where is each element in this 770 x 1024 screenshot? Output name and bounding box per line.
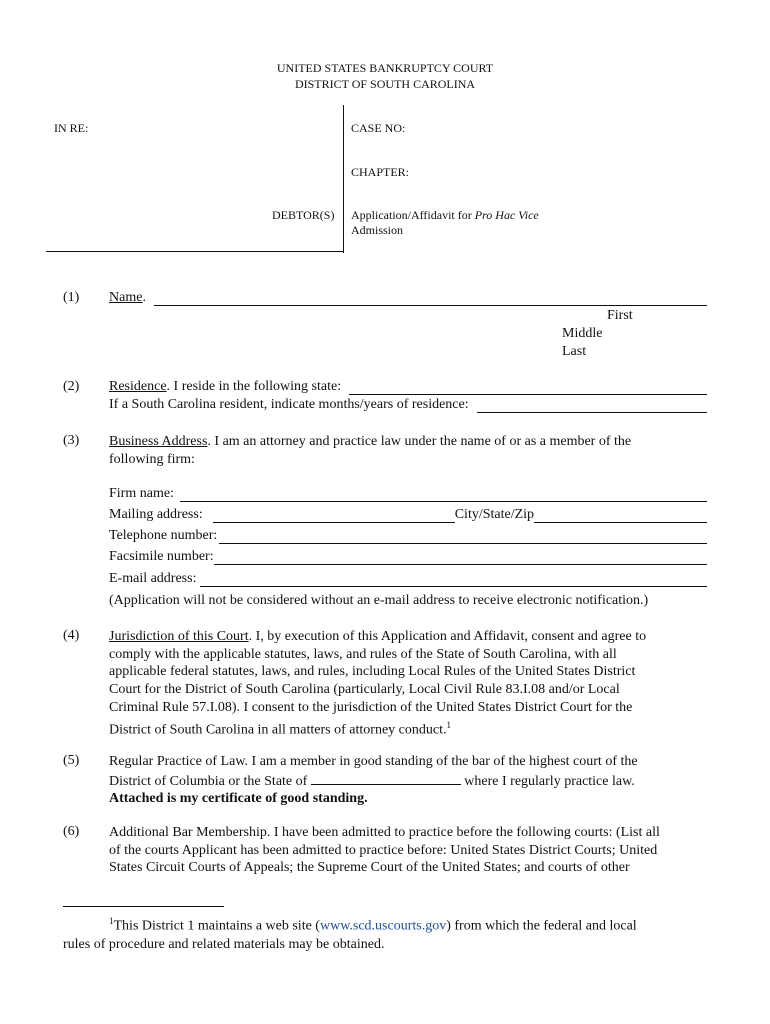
good-standing-statement: Attached is my certificate of good standing. xyxy=(109,791,368,807)
footnote-separator xyxy=(63,906,224,907)
item-number-2: (2) xyxy=(63,379,80,394)
residence-state-field[interactable] xyxy=(349,381,707,395)
practice-state-field[interactable] xyxy=(311,771,461,785)
telephone-field[interactable] xyxy=(219,530,707,544)
telephone-label: Telephone number: xyxy=(109,528,218,543)
residence-row: Residence . I reside in the following state: xyxy=(109,379,707,395)
residence-duration-field[interactable] xyxy=(477,399,707,413)
name-last-label: Last xyxy=(562,344,587,359)
business-address-label: Business Address xyxy=(109,434,208,449)
facsimile-field[interactable] xyxy=(214,551,707,565)
city-state-zip-field[interactable] xyxy=(534,509,707,523)
document-title: Application/Affidavit for Pro Hac Vice Admission xyxy=(351,208,539,237)
bar-membership-text: Additional Bar Membership. I have been admitted to practice before the following courts: (List all of the courts Applicant has been admitted to practice before: United States District Courts; United States Circuit Courts of Appeals; the Supreme Court of the United States; and courts of other xyxy=(109,825,660,876)
district-name: DISTRICT OF SOUTH CAROLINA xyxy=(294,77,476,91)
item-number-4: (4) xyxy=(63,628,80,643)
mailing-address-label: Mailing address: xyxy=(109,507,203,522)
email-note: (Application will not be considered without an e-mail address to receive electronic notification.) xyxy=(109,593,649,608)
case-no-label: CASE NO: xyxy=(351,121,406,135)
caption-bottom-rule xyxy=(46,251,344,252)
facsimile-row xyxy=(109,549,707,565)
item-number-5: (5) xyxy=(63,753,80,768)
facsimile-label: Facsimile number: xyxy=(109,549,214,564)
firm-name-row xyxy=(109,486,707,502)
name-first-label: First xyxy=(607,308,633,323)
email-label: E-mail address: xyxy=(109,571,197,586)
firm-name-label: Firm name: xyxy=(109,486,174,501)
item-number-1: (1) xyxy=(63,290,80,305)
firm-name-field[interactable] xyxy=(180,488,707,502)
footnote-reference: 1 xyxy=(446,719,451,730)
jurisdiction-label: Jurisdiction of this Court xyxy=(109,629,249,644)
debtors-label: DEBTOR(S) xyxy=(272,208,335,222)
email-row xyxy=(109,571,707,587)
residence-label: Residence xyxy=(109,379,167,394)
mailing-address-row xyxy=(109,507,707,523)
caption-vertical-rule xyxy=(343,105,344,253)
residence-sc-row xyxy=(109,397,707,413)
city-state-zip-label: City/State/Zip xyxy=(454,507,535,522)
jurisdiction-text: Jurisdiction of this Court. I, by execution of this Application and Affidavit, consent and agree to comply with the applicable statutes, laws, and rules of the State of South Carolina, with all applicable federal statutes, laws, and rules, including Local Rules of the United States District Court for the District of South Carolina (particularly, Local Civil Rule 83.I.08 and/or Local Criminal Rule 57.I.08). I consent to the jurisdiction of the United States District Court for the District of South Carolina in all matters of attorney conduct.$^1$ xyxy=(109,629,647,738)
name-middle-label: Middle xyxy=(562,326,603,341)
business-address-text: Business Address. I am an attorney and practice law under the name of or as a member of the following firm: xyxy=(109,434,632,467)
in-re-label: IN RE: xyxy=(54,121,89,135)
telephone-row xyxy=(109,528,707,544)
name-row: Name . xyxy=(109,290,707,306)
court-name: UNITED STATES BANKRUPTCY COURT xyxy=(276,61,494,75)
name-field[interactable] xyxy=(154,292,707,306)
residence-sc-label: If a South Carolina resident, indicate months/years of residence: xyxy=(109,397,469,412)
item-number-6: (6) xyxy=(63,824,80,839)
footnote: $^1$This District 1 maintains a web site (www.scd.uscourts.gov) from which the federal and local rules of procedure and related materials may be obtained. xyxy=(63,916,637,952)
name-label: Name xyxy=(109,290,143,305)
mailing-address-field[interactable] xyxy=(213,509,455,523)
chapter-label: CHAPTER: xyxy=(351,165,410,179)
item-number-3: (3) xyxy=(63,433,80,448)
email-field[interactable] xyxy=(200,573,707,587)
footnote-mark: 1 xyxy=(109,916,114,926)
court-website-link[interactable]: www.scd.uscourts.gov xyxy=(319,918,447,934)
regular-practice-text: Regular Practice of Law. I am a member in good standing of the bar of the highest court of the District of Columbia or the State of where I regularly practice law. Attached is my certificate of good standing. xyxy=(109,754,638,807)
